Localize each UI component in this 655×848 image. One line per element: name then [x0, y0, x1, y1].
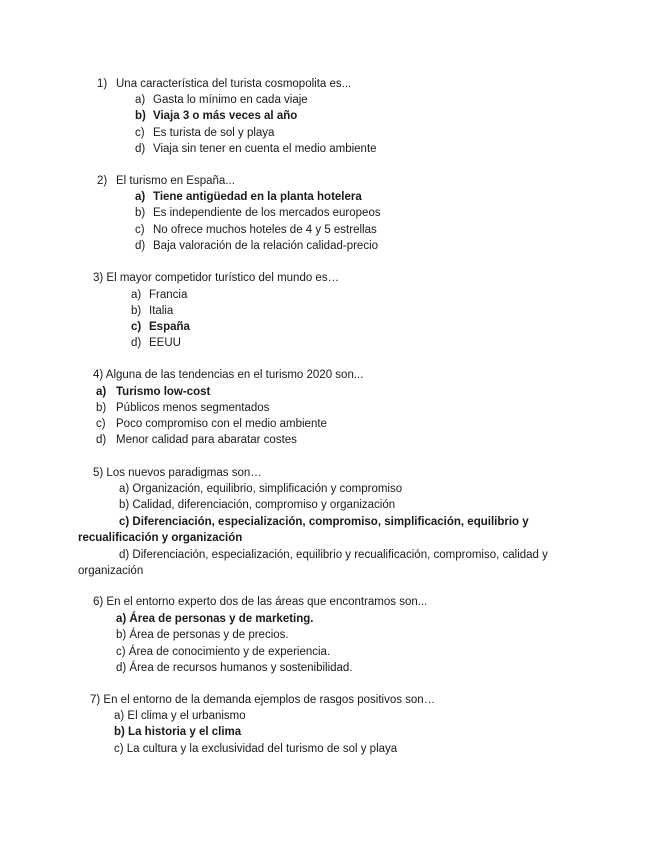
question-4-option-a-correct: a) Turismo low-cost	[96, 386, 211, 398]
question-1-option-d: d) Viaja sin tener en cuenta el medio ambiente	[135, 143, 377, 155]
question-4-option-b: b) Públicos menos segmentados	[96, 402, 270, 414]
question-6-option-a-correct: a) Área de personas y de marketing.	[116, 613, 314, 625]
question-7: 7) En el entorno de la demanda ejemplos de rasgos positivos son…	[90, 694, 436, 706]
question-5-option-d: d) Diferenciación, especialización, equilibrio y recualificación, compromiso, calidad y organización	[78, 549, 548, 577]
question-3-option-b: b) Italia	[131, 305, 174, 317]
question-2-option-a-correct: a) Tiene antigüedad en la planta hotelera	[135, 191, 362, 203]
question-4: 4) Alguna de las tendencias en el turismo 2020 son...	[93, 369, 364, 381]
question-6-option-d: d) Área de recursos humanos y sostenibilidad.	[116, 662, 353, 674]
question-2-option-c: c) No ofrece muchos hoteles de 4 y 5 estrellas	[135, 224, 377, 236]
question-4-option-d: d) Menor calidad para abaratar costes	[96, 434, 297, 446]
question-1-option-c: c) Es turista de sol y playa	[135, 127, 275, 139]
question-5-option-c-correct: c) Diferenciación, especialización, compromiso, simplificación, equilibrio y recualificación y organización	[78, 516, 529, 544]
question-2: 2) El turismo en España...	[97, 175, 235, 187]
question-4-option-c: c) Poco compromiso con el medio ambiente	[96, 418, 327, 430]
question-1-option-a: a) Gasta lo mínimo en cada viaje	[135, 94, 308, 106]
question-5-option-b: b) Calidad, diferenciación, compromiso y organización	[119, 499, 396, 511]
question-2-option-d: d) Baja valoración de la relación calidad-precio	[135, 240, 379, 252]
question-3-option-d: d) EEUU	[131, 337, 181, 349]
question-7-option-b-correct: b) La historia y el clima	[114, 726, 242, 738]
question-5: 5) Los nuevos paradigmas son…	[93, 467, 262, 479]
question-6: 6) En el entorno experto dos de las áreas que encontramos son...	[93, 596, 428, 608]
question-1: 1) Una característica del turista cosmopolita es...	[97, 78, 352, 90]
question-7-option-a: a) El clima y el urbanismo	[114, 710, 246, 722]
question-3-option-a: a) Francia	[131, 289, 188, 301]
question-3-option-c-correct: c) España	[131, 321, 190, 333]
question-5-option-a: a) Organización, equilibrio, simplificación y compromiso	[119, 483, 403, 495]
question-6-option-b: b) Área de personas y de precios.	[116, 629, 289, 641]
question-3: 3) El mayor competidor turístico del mundo es…	[93, 272, 340, 284]
question-1-option-b-correct: b) Viaja 3 o más veces al año	[135, 110, 298, 122]
question-6-option-c: c) Área de conocimiento y de experiencia.	[116, 646, 331, 658]
question-7-option-c: c) La cultura y la exclusividad del turismo de sol y playa	[114, 743, 398, 755]
question-2-option-b: b) Es independiente de los mercados europeos	[135, 207, 381, 219]
